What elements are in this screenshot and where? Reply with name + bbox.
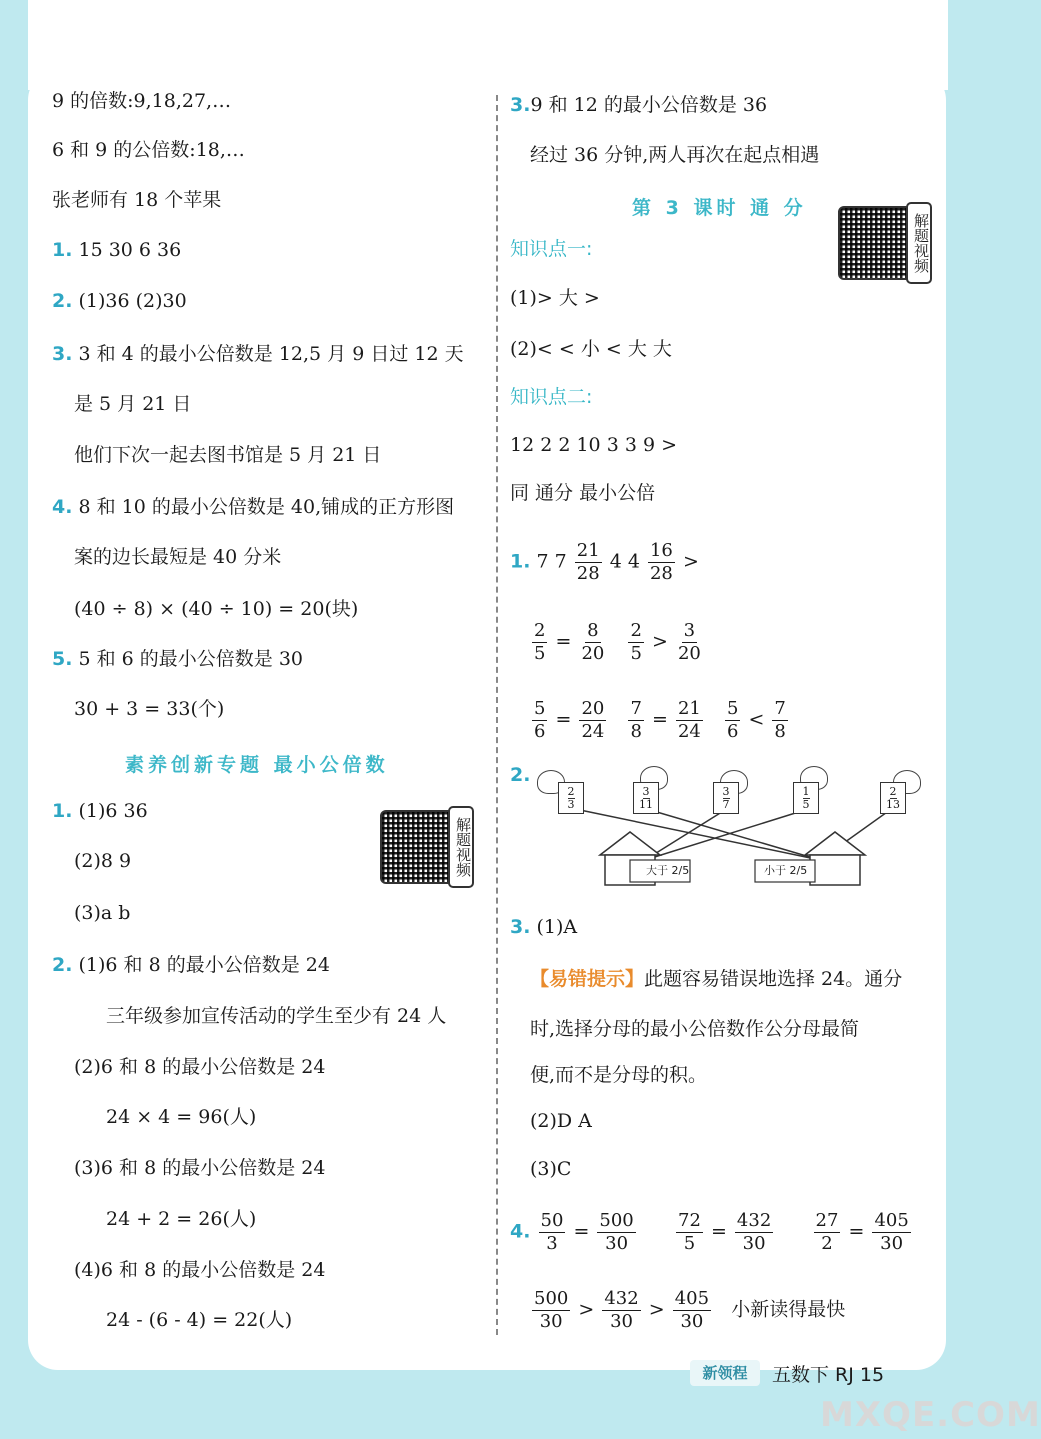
fraction-card: 2 13 [880, 782, 906, 814]
question-number: 1. [510, 550, 531, 573]
text-line: 24 - (6 - 4) = 22(人) [106, 1309, 293, 1331]
text-line: 张老师有 18 个苹果 [52, 189, 222, 211]
text-line: (2)D A [530, 1110, 592, 1132]
answer: 3 和 4 的最小公倍数是 12,5 月 9 日过 12 天 [78, 343, 464, 365]
answer: 8 和 10 的最小公倍数是 40,铺成的正方形图 [78, 496, 455, 518]
answer: 9 和 12 的最小公倍数是 36 [530, 94, 768, 116]
fraction-card: 3 11 [633, 782, 659, 814]
fraction-card: 1 5 [793, 782, 819, 814]
text-line: 是 5 月 21 日 [74, 393, 192, 415]
column-divider [496, 95, 498, 1335]
question-3-right [510, 92, 767, 118]
fraction: $\frac{16}{28}$ [649, 540, 673, 584]
text-line: (4)6 和 8 的最小公倍数是 24 [74, 1259, 326, 1281]
text-line: (3)a b [74, 902, 131, 924]
text-line: (2)6 和 8 的最小公倍数是 24 [74, 1056, 326, 1078]
qr-code-icon[interactable] [380, 810, 454, 884]
special-question-2 [52, 952, 330, 978]
question-number: 2. [52, 290, 73, 312]
text-line: 经过 36 分钟,两人再次在起点相遇 [530, 144, 820, 166]
text-line: (3)C [530, 1158, 572, 1180]
comparison-row: $\frac{500}{30}$ > $\frac{432}{30}$ > $\frac{405}{30}$ 小新读得最快 [534, 1288, 846, 1332]
answer-1 [510, 540, 699, 585]
house-label-less: 小于 2/5 [764, 864, 808, 877]
text-line: 24 + 2 = 26(人) [106, 1208, 257, 1230]
house-label-greater: 大于 2/5 [646, 864, 690, 877]
watermark: MXQE.COM [820, 1395, 1041, 1435]
tip-label: 【易错提示】 [530, 968, 645, 990]
answer-2 [510, 762, 530, 788]
question-number: 5. [52, 648, 73, 670]
text-line: 9 的倍数:9,18,27,… [52, 90, 232, 112]
text-line: 他们下次一起去图书馆是 5 月 21 日 [74, 444, 382, 466]
text-line: 30 + 3 = 33(个) [74, 698, 225, 720]
text-line: 时,选择分母的最小公倍数作公分母最简 [530, 1018, 860, 1040]
text-line: (2)8 9 [74, 850, 132, 872]
video-solution-label: 解题视频 [906, 202, 932, 284]
question-number: 4. [510, 1220, 531, 1243]
question-number: 1. [52, 800, 73, 822]
footer-book-info: 五数下 RJ 15 [772, 1364, 885, 1386]
answer: 4 4 [609, 550, 640, 573]
answer-4: 4. $\frac{50}{3}$ = $\frac{500}{30}$ $\frac{72}{5}$ = $\frac{432}{30}$ $\frac{27}{2}$ = $\frac{405}{30}$ [510, 1210, 909, 1254]
question-5 [52, 646, 303, 672]
text-line: (1)> 大 > [510, 287, 600, 309]
text-line: (3)6 和 8 的最小公倍数是 24 [74, 1157, 326, 1179]
fraction-card: 3 7 [713, 782, 739, 814]
text-line: 24 × 4 = 96(人) [106, 1106, 257, 1128]
text-line: (40 ÷ 8) × (40 ÷ 10) = 20(块) [74, 598, 359, 620]
question-2 [52, 288, 187, 314]
answer: (1)6 和 8 的最小公倍数是 24 [78, 954, 330, 976]
answer: 小新读得最快 [731, 1298, 846, 1321]
answer-3 [510, 914, 577, 940]
question-3 [52, 341, 464, 367]
knowledge-point-2: 知识点二: [510, 386, 593, 408]
answer: 15 30 6 36 [78, 239, 182, 261]
brand-logo: 新领程 [690, 1360, 760, 1386]
fraction: $\frac{21}{28}$ [576, 540, 600, 584]
fraction-equation-row-1: $\frac{2}{5}$ = $\frac{8}{20}$ $\frac{2}{5}$ > $\frac{3}{20}$ [534, 620, 701, 664]
page-top [28, 0, 948, 90]
question-number: 1. [52, 239, 73, 261]
answer: (1)6 36 [78, 800, 148, 822]
question-number: 3. [510, 916, 531, 938]
question-1 [52, 237, 181, 263]
answer: > [682, 550, 699, 573]
text-line: 同 通分 最小公倍 [510, 482, 656, 504]
video-solution-label: 解题视频 [448, 806, 474, 888]
answer: (1)36 (2)30 [78, 290, 187, 312]
fraction-card: 2 3 [558, 782, 584, 814]
answer: 7 7 [536, 550, 567, 573]
question-4 [52, 494, 454, 520]
question-number: 2. [52, 954, 73, 976]
text-line: 便,而不是分母的积。 [530, 1064, 708, 1086]
question-number: 4. [52, 496, 73, 518]
fraction-equation-row-2: $\frac{5}{6}$ = $\frac{20}{24}$ $\frac{7}{8}$ = $\frac{21}{24}$ $\frac{5}{6}$ < $\frac{7}{8}$ [534, 698, 786, 742]
lesson-title: 第 3 课时 通 分 [632, 197, 807, 219]
error-tip: 【易错提示】此题容易错误地选择 24。通分 [530, 968, 903, 990]
qr-code-icon[interactable] [838, 206, 912, 280]
text-line: 6 和 9 的公倍数:18,… [52, 139, 245, 161]
text-line: (2)< < 小 < 大 大 [510, 338, 672, 360]
section-title: 素养创新专题 最小公倍数 [125, 754, 389, 776]
answer: (1)A [536, 916, 578, 938]
text-line: 三年级参加宣传活动的学生至少有 24 人 [106, 1005, 447, 1027]
special-question-1 [52, 798, 148, 824]
knowledge-point-1: 知识点一: [510, 238, 593, 260]
question-number: 3. [510, 94, 531, 116]
text-line: 12 2 2 10 3 3 9 > [510, 434, 677, 456]
text-line: 案的边长最短是 40 分米 [74, 546, 282, 568]
answer: 5 和 6 的最小公倍数是 30 [78, 648, 304, 670]
question-number: 3. [52, 343, 73, 365]
question-number: 2. [510, 764, 531, 786]
